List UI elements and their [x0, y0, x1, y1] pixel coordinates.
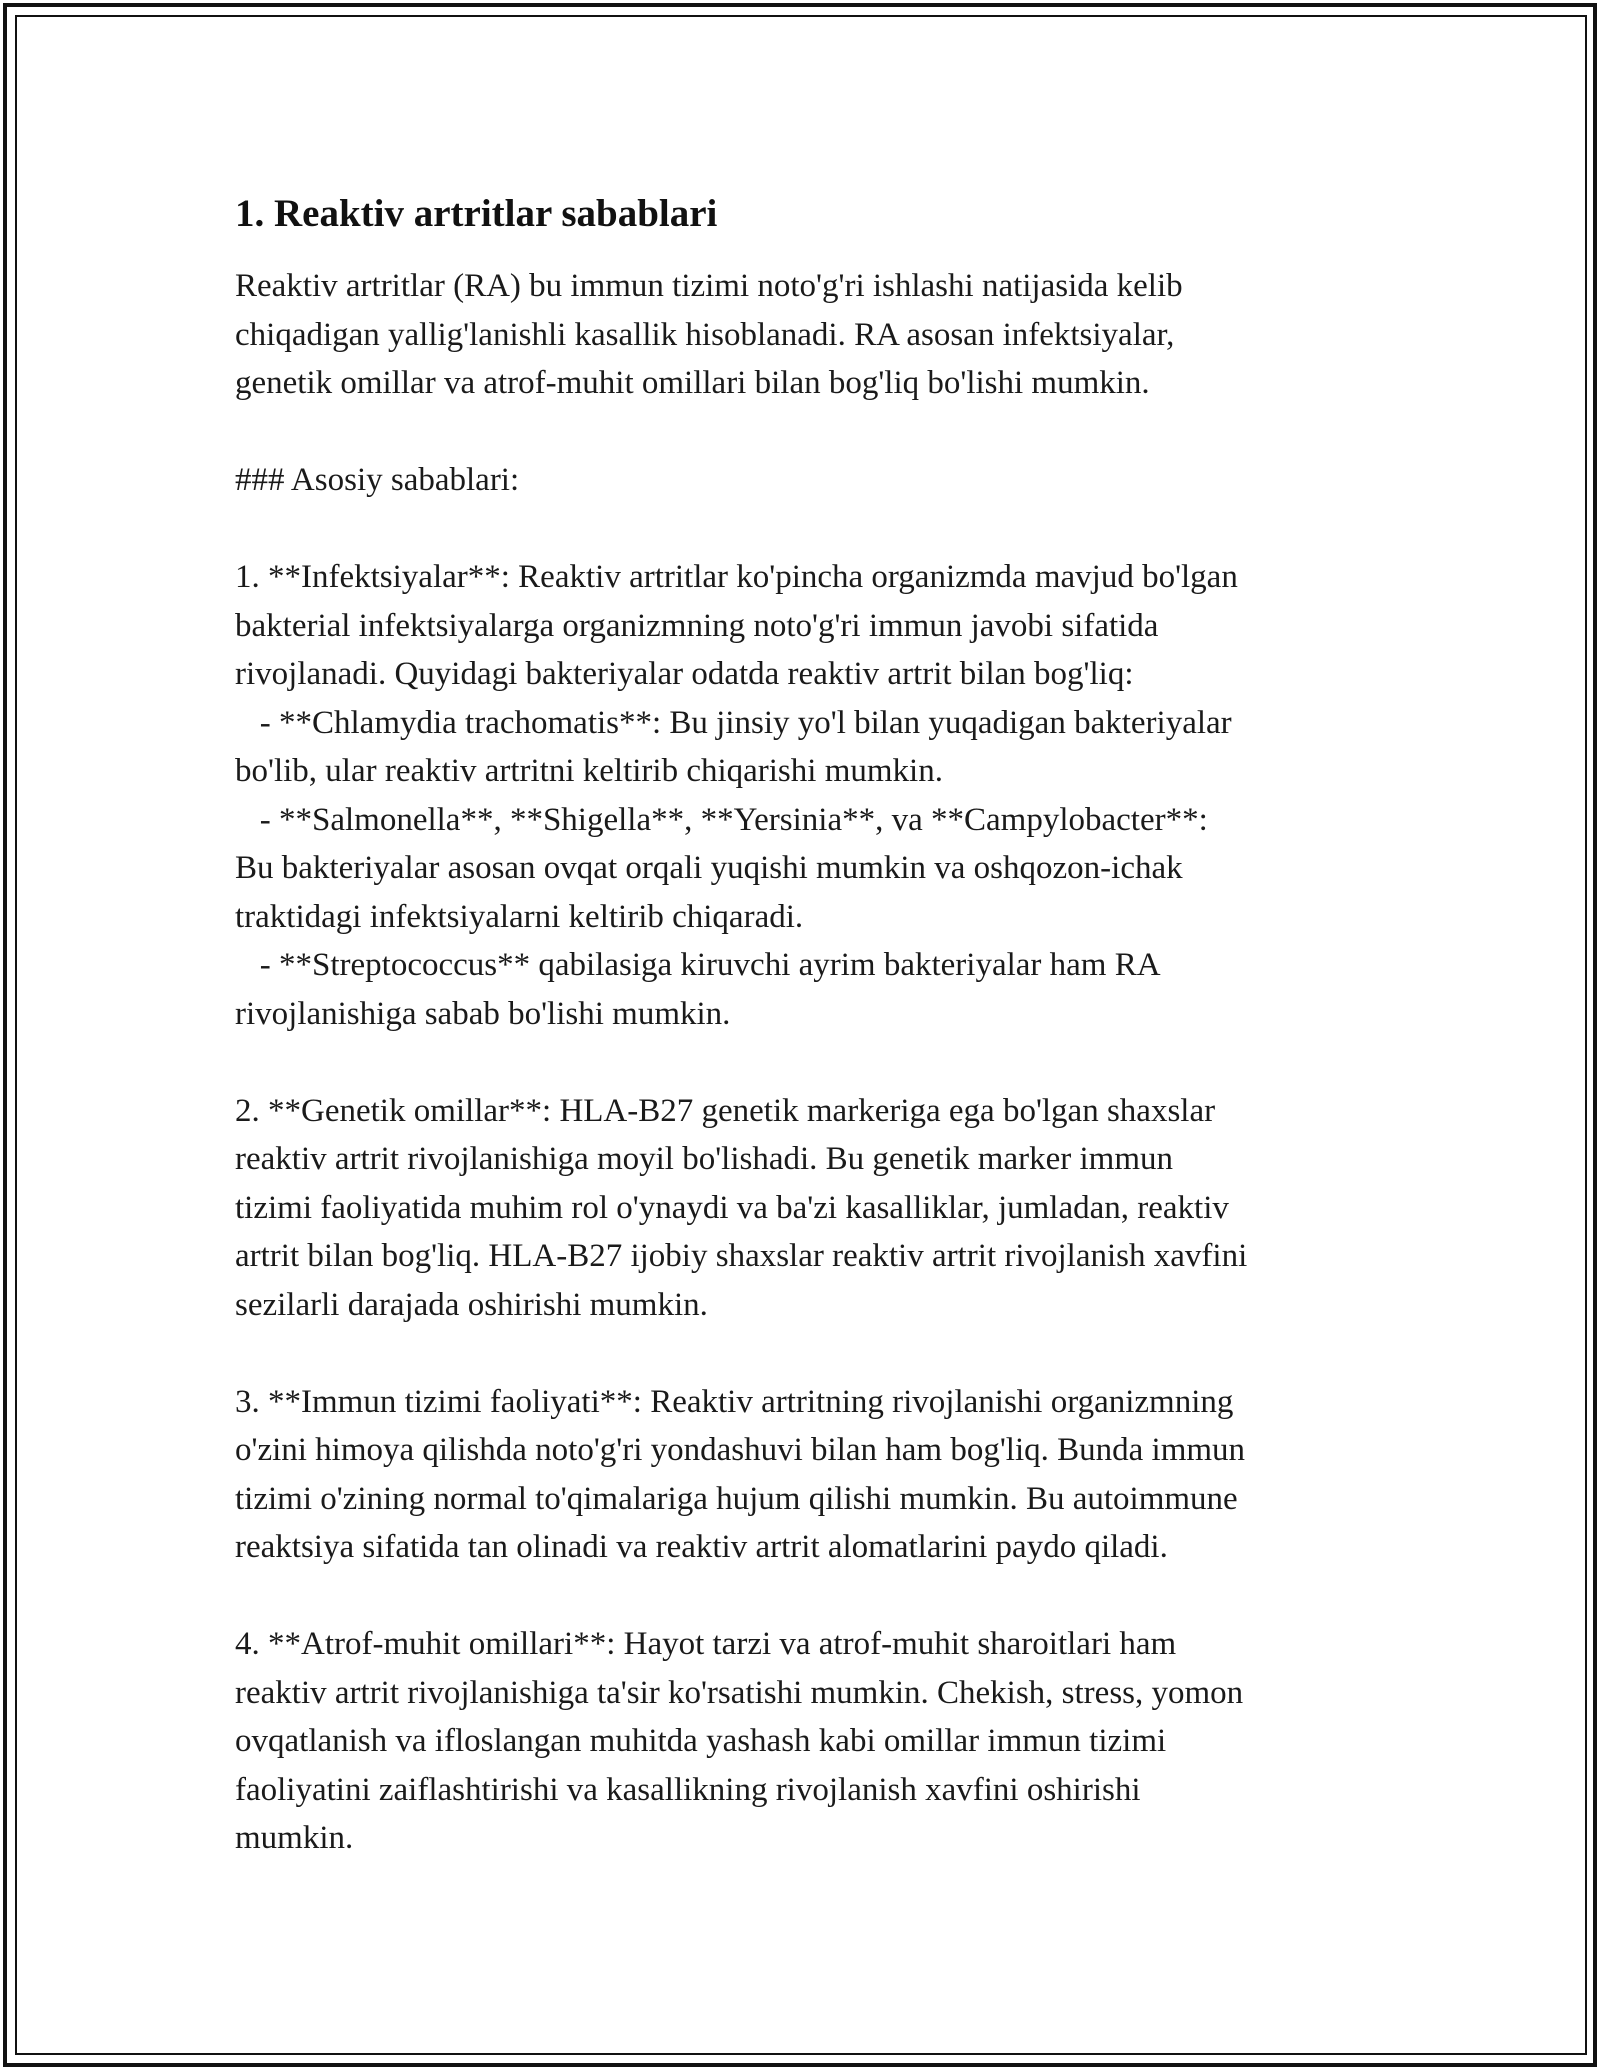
document-title: 1. Reaktiv artritlar sabablari: [235, 192, 718, 235]
document-content: [235, 186, 1395, 1863]
document-body: Reaktiv artritlar (RA) bu immun tizimi noto'g'ri ishlashi natijasida kelib chiqadigan yallig'lanishli kasallik hisoblanadi. RA asosan infektsiyalar, genetik omillar va atrof-muhit omillari bilan bog'liq bo'lishi mumkin. ### Asosiy sabablari: 1. **Infektsiyalar**: Reaktiv artritlar ko'pincha organizmda mavjud bo'lgan bakterial infektsiyalarga organizmning noto'g'ri immun javobi sifatida rivojlanadi. Quyidagi bakteriyalar odatda reaktiv artrit bilan bog'liq: - **Chlamydia trachomatis**: Bu jinsiy yo'l bilan yuqadigan bakteriyalar bo'lib, ular reaktiv artritni keltirib chiqarishi mumkin. - **Salmonella**, **Shigella**, **Yersinia**, va **Campylobacter**: Bu bakteriyalar asosan ovqat orqali yuqishi mumkin va oshqozon-ichak traktidagi infektsiyalarni keltirib chiqaradi. - **Streptococcus** qabilasiga kiruvchi ayrim bakteriyalar ham RA rivojlanishiga sabab bo'lishi mumkin. 2. **Genetik omillar**: HLA-B27 genetik markeriga ega bo'lgan shaxslar reaktiv artrit rivojlanishiga moyil bo'lishadi. Bu genetik marker immun tizimi faoliyatida muhim rol o'ynaydi va ba'zi kasalliklar, jumladan, reaktiv artrit bilan bog'liq. HLA-B27 ijobiy shaxslar reaktiv artrit rivojlanish xavfini sezilarli darajada oshirishi mumkin. 3. **Immun tizimi faoliyati**: Reaktiv artritning rivojlanishi organizmning o'zini himoya qilishda noto'g'ri yondashuvi bilan ham bog'liq. Bunda immun tizimi o'zining normal to'qimalariga hujum qilishi mumkin. Bu autoimmune reaktsiya sifatida tan olinadi va reaktiv artrit alomatlarini paydo qiladi. 4. **Atrof-muhit omillari**: Hayot tarzi va atrof-muhit sharoitlari ham reaktiv artrit rivojlanishiga ta'sir ko'rsatishi mumkin. Chekish, stress, yomon ovqatlanish va ifloslangan muhitda yashash kabi omillar immun tizimi faoliyatini zaiflashtirishi va kasallikning rivojlanish xavfini oshirishi mumkin.: [235, 268, 1248, 1856]
